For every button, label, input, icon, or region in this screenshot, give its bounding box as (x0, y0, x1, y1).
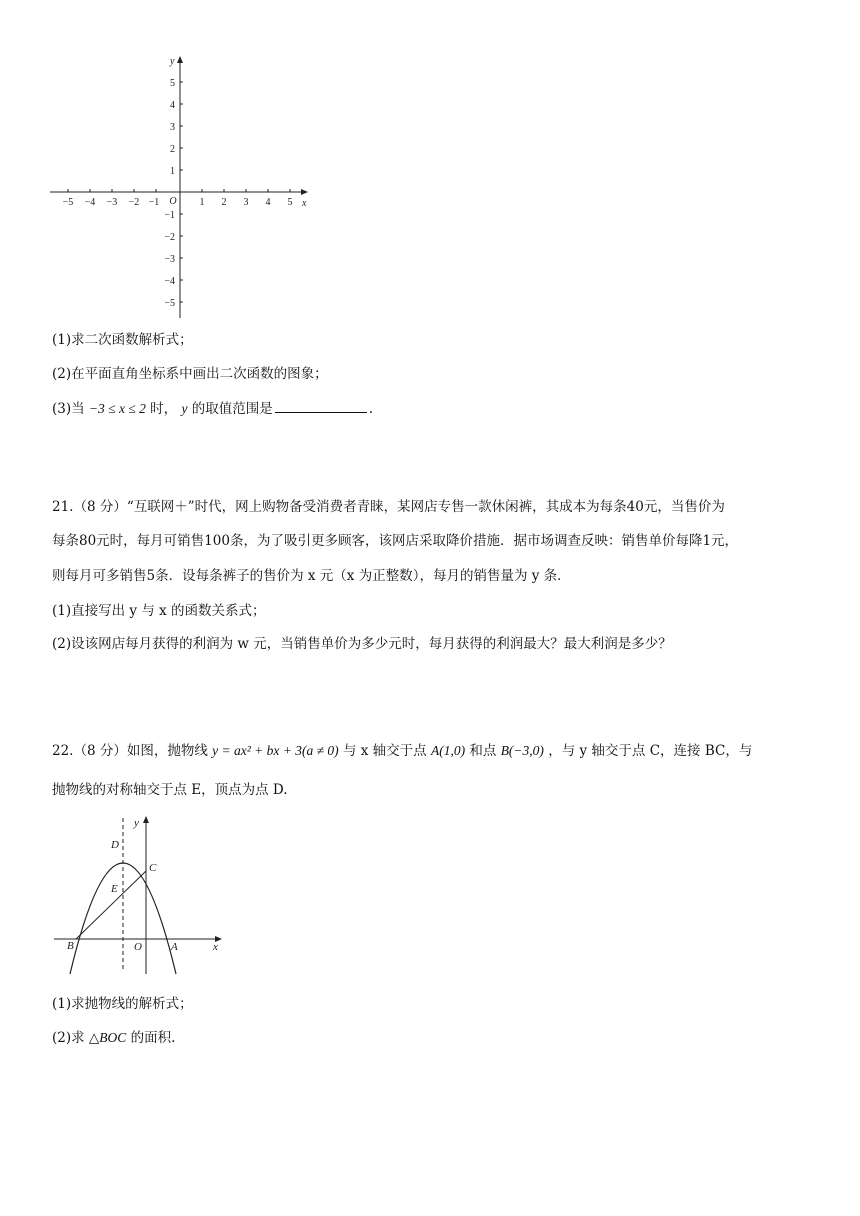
x-tick-label: −3 (106, 197, 118, 208)
y-tick-label: 5 (170, 78, 175, 89)
q20-part3-suffix: 的取值范围是 (191, 401, 273, 417)
q21-stem-line1: 21.（8 分）“互联网＋”时代，网上购物备受消费者青睐，某网店专售一款休闲裤，其成本为每条40元，当售价为 (52, 499, 725, 515)
q22-part1: (1)求抛物线的解析式； (52, 996, 193, 1012)
segment-bc (76, 871, 146, 939)
q20-part3-end: . (368, 401, 374, 417)
label-x: x (213, 941, 218, 953)
q22-stem-suffix: ，与 y 轴交于点 C，连接 BC，与 (548, 743, 753, 759)
q22-stem-mid: 与 x 轴交于点 (342, 743, 427, 759)
x-tick-label: −2 (128, 197, 140, 208)
y-axis-arrow-icon (177, 56, 183, 63)
x-axis-arrow-icon (301, 189, 308, 195)
y-axis-label: y (170, 56, 175, 67)
q22-stem-prefix: 22.（8 分）如图，抛物线 (52, 743, 208, 759)
y-tick-label: −2 (164, 232, 175, 243)
y-tick-label: −5 (164, 298, 175, 309)
x-tick-label: 1 (199, 197, 205, 208)
q21-stem-line2: 每条80元时，每月可销售100条，为了吸引更多顾客，该网店采取降价措施．据市场调查反映：销售单价每降1元， (52, 533, 739, 549)
y-tick-label: 1 (170, 166, 175, 177)
y-tick-label: 4 (170, 100, 175, 111)
q20-part3-middle: 时， (150, 401, 178, 417)
label-y: y (134, 817, 139, 829)
label-e: E (111, 883, 118, 895)
q20-part3-prefix: (3)当 (52, 401, 85, 417)
q21-part2: (2)设该网店每月获得的利润为 w 元，当销售单价为多少元时，每月获得的利润最大？最大利润是多少？ (52, 636, 672, 652)
label-b: B (67, 940, 74, 952)
q21-stem-line3: 则每月可多销售5条．设每条裤子的售价为 x 元（x 为正整数），每月的销售量为 y 条． (52, 568, 571, 584)
q22-part2-prefix: (2)求 (52, 1030, 85, 1046)
x-tick-label: −5 (62, 197, 74, 208)
origin-label: O (169, 196, 177, 207)
q20-part3 (52, 398, 373, 419)
q21-part1: (1)直接写出 y 与 x 的函数关系式； (52, 603, 266, 619)
q20-part3-condition: −3 ≤ x ≤ 2 (88, 401, 146, 416)
y-tick-label: −1 (164, 210, 175, 221)
q22-part2-suffix: 的面积. (130, 1030, 176, 1046)
coordinate-grid-figure (40, 50, 330, 325)
label-o: O (134, 941, 142, 953)
x-tick-label: 4 (265, 197, 271, 208)
x-tick-label: 2 (221, 197, 227, 208)
y-tick-label: −4 (164, 276, 175, 287)
answer-blank[interactable] (275, 398, 367, 413)
q20-part2: (2)在平面直角坐标系中画出二次函数的图象； (52, 366, 328, 382)
q20-part3-var: y (181, 401, 188, 416)
label-d: D (111, 839, 119, 851)
y-tick-label: 2 (170, 144, 175, 155)
q22-stem-line1 (52, 741, 752, 761)
x-tick-label: −1 (148, 197, 160, 208)
x-tick-label: 5 (287, 197, 293, 208)
q22-and: 和点 (469, 743, 497, 759)
parabola-figure (50, 812, 230, 977)
q22-stem-line2: 抛物线的对称轴交于点 E，顶点为点 D. (52, 782, 288, 798)
x-tick-label: −4 (84, 197, 96, 208)
y-tick-label: −3 (164, 254, 175, 265)
q22-equation: y = ax² + bx + 3(a ≠ 0) (212, 743, 339, 758)
q22-part2 (52, 1028, 175, 1048)
x-axis-label: x (302, 198, 307, 209)
q22-point-a: A(1,0) (430, 743, 466, 758)
y-tick-label: 3 (170, 122, 175, 133)
x-tick-label: 3 (243, 197, 249, 208)
label-c: C (149, 862, 157, 874)
q22-point-b: B(−3,0) (500, 743, 544, 758)
label-a: A (171, 941, 178, 953)
y-axis-arrow-icon (143, 816, 149, 823)
q22-part2-math: △BOC (88, 1030, 127, 1045)
q20-part1: (1)求二次函数解析式； (52, 332, 193, 348)
